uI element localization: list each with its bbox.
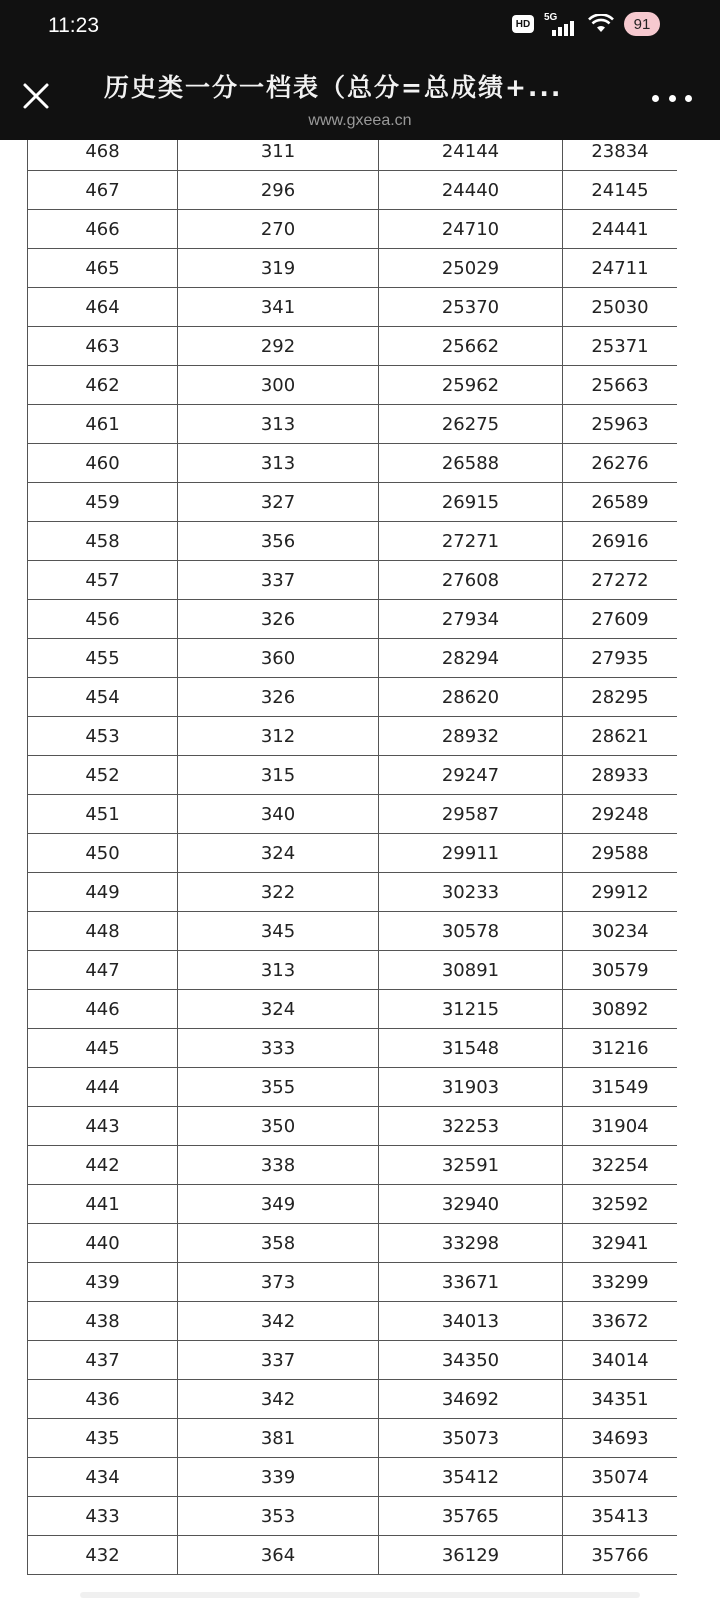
table-row (28, 912, 678, 951)
table-cell: 313 (178, 405, 379, 444)
table-cell: 29588 (563, 834, 678, 873)
table-cell: 458 (28, 522, 178, 561)
table-cell: 313 (178, 951, 379, 990)
table-cell: 32254 (563, 1146, 678, 1185)
table-cell: 27608 (379, 561, 563, 600)
table-row (28, 1029, 678, 1068)
table-row (28, 873, 678, 912)
table-cell: 315 (178, 756, 379, 795)
table-row (28, 1458, 678, 1497)
table-cell: 464 (28, 288, 178, 327)
table-cell: 31548 (379, 1029, 563, 1068)
signal-icon (544, 12, 578, 36)
table-cell: 444 (28, 1068, 178, 1107)
table-cell: 30891 (379, 951, 563, 990)
table-cell: 31903 (379, 1068, 563, 1107)
table-cell: 30892 (563, 990, 678, 1029)
table-cell: 462 (28, 366, 178, 405)
table-cell: 432 (28, 1536, 178, 1575)
table-cell: 30233 (379, 873, 563, 912)
table-cell: 26916 (563, 522, 678, 561)
table-cell: 28932 (379, 717, 563, 756)
table-cell: 24145 (563, 171, 678, 210)
table-cell: 355 (178, 1068, 379, 1107)
table-cell: 25663 (563, 366, 678, 405)
table-cell: 324 (178, 990, 379, 1029)
table-cell: 24441 (563, 210, 678, 249)
table-cell: 31215 (379, 990, 563, 1029)
table-cell: 437 (28, 1341, 178, 1380)
table-cell: 27935 (563, 639, 678, 678)
table-cell: 25662 (379, 327, 563, 366)
close-icon (18, 78, 54, 114)
table-cell: 446 (28, 990, 178, 1029)
table-cell: 30579 (563, 951, 678, 990)
table-cell: 33672 (563, 1302, 678, 1341)
table-row (28, 639, 678, 678)
table-cell: 360 (178, 639, 379, 678)
more-dots-icon (652, 95, 659, 102)
table-cell: 467 (28, 171, 178, 210)
status-bar (0, 0, 720, 56)
table-cell: 358 (178, 1224, 379, 1263)
table-row (28, 678, 678, 717)
table-row (28, 1302, 678, 1341)
table-row (28, 1263, 678, 1302)
status-icons (512, 12, 660, 36)
table-cell: 33298 (379, 1224, 563, 1263)
title-bar (0, 56, 720, 140)
table-cell: 326 (178, 678, 379, 717)
table-cell: 34350 (379, 1341, 563, 1380)
table-cell: 24440 (379, 171, 563, 210)
table-row (28, 600, 678, 639)
table-cell: 381 (178, 1419, 379, 1458)
table-cell: 353 (178, 1497, 379, 1536)
wifi-icon (588, 14, 614, 34)
table-cell: 25029 (379, 249, 563, 288)
table-cell: 339 (178, 1458, 379, 1497)
table-cell: 28620 (379, 678, 563, 717)
table-row (28, 210, 678, 249)
table-row (28, 171, 678, 210)
table-row (28, 834, 678, 873)
table-cell: 28295 (563, 678, 678, 717)
table-cell: 32940 (379, 1185, 563, 1224)
table-cell: 461 (28, 405, 178, 444)
table-cell: 26588 (379, 444, 563, 483)
table-cell: 440 (28, 1224, 178, 1263)
table-cell: 337 (178, 1341, 379, 1380)
table-cell: 35766 (563, 1536, 678, 1575)
table-row (28, 444, 678, 483)
table-cell: 459 (28, 483, 178, 522)
table-cell: 292 (178, 327, 379, 366)
table-cell: 443 (28, 1107, 178, 1146)
table-cell: 35074 (563, 1458, 678, 1497)
table-cell: 457 (28, 561, 178, 600)
table-cell: 453 (28, 717, 178, 756)
table-cell: 341 (178, 288, 379, 327)
table-cell: 466 (28, 210, 178, 249)
table-row (28, 1341, 678, 1380)
table-cell: 349 (178, 1185, 379, 1224)
table-cell: 33671 (379, 1263, 563, 1302)
table-cell: 26276 (563, 444, 678, 483)
table-cell: 35413 (563, 1497, 678, 1536)
table-cell: 345 (178, 912, 379, 951)
table-cell: 433 (28, 1497, 178, 1536)
table-row (28, 1224, 678, 1263)
table-cell: 333 (178, 1029, 379, 1068)
table-cell: 29247 (379, 756, 563, 795)
table-row (28, 522, 678, 561)
table-cell: 31904 (563, 1107, 678, 1146)
table-row (28, 483, 678, 522)
table-row (28, 1068, 678, 1107)
status-time: 11:23 (48, 14, 99, 37)
table-row (28, 1185, 678, 1224)
table-cell: 319 (178, 249, 379, 288)
table-cell: 435 (28, 1419, 178, 1458)
score-table-container[interactable] (27, 140, 677, 1600)
home-indicator[interactable] (80, 1592, 640, 1598)
table-cell: 322 (178, 873, 379, 912)
table-cell: 324 (178, 834, 379, 873)
table-cell: 445 (28, 1029, 178, 1068)
table-row (28, 1146, 678, 1185)
table-cell: 27272 (563, 561, 678, 600)
table-row (28, 1497, 678, 1536)
table-cell: 31549 (563, 1068, 678, 1107)
battery-indicator: 91 (624, 12, 660, 36)
table-cell: 326 (178, 600, 379, 639)
table-cell: 342 (178, 1380, 379, 1419)
table-cell: 32592 (563, 1185, 678, 1224)
table-cell: 448 (28, 912, 178, 951)
table-cell: 356 (178, 522, 379, 561)
table-cell: 29911 (379, 834, 563, 873)
table-row (28, 249, 678, 288)
table-row (28, 717, 678, 756)
table-cell: 441 (28, 1185, 178, 1224)
table-cell: 340 (178, 795, 379, 834)
table-cell: 350 (178, 1107, 379, 1146)
table-cell: 31216 (563, 1029, 678, 1068)
table-cell: 312 (178, 717, 379, 756)
table-cell: 338 (178, 1146, 379, 1185)
table-cell: 29912 (563, 873, 678, 912)
table-cell: 24144 (379, 140, 563, 171)
table-cell: 30234 (563, 912, 678, 951)
table-cell: 25370 (379, 288, 563, 327)
table-cell: 313 (178, 444, 379, 483)
table-cell: 26589 (563, 483, 678, 522)
table-cell: 25030 (563, 288, 678, 327)
table-cell: 34013 (379, 1302, 563, 1341)
table-cell: 456 (28, 600, 178, 639)
table-row (28, 366, 678, 405)
table-cell: 32253 (379, 1107, 563, 1146)
score-table (27, 140, 677, 1575)
table-cell: 296 (178, 171, 379, 210)
network-type-label: 5G (544, 12, 558, 23)
table-cell: 327 (178, 483, 379, 522)
table-cell: 463 (28, 327, 178, 366)
table-row (28, 795, 678, 834)
table-row (28, 561, 678, 600)
table-cell: 434 (28, 1458, 178, 1497)
table-cell: 36129 (379, 1536, 563, 1575)
table-cell: 24710 (379, 210, 563, 249)
table-row (28, 990, 678, 1029)
table-cell: 452 (28, 756, 178, 795)
table-cell: 33299 (563, 1263, 678, 1302)
table-cell: 23834 (563, 140, 678, 171)
hd-icon: HD (512, 15, 534, 33)
table-cell: 34014 (563, 1341, 678, 1380)
table-row (28, 288, 678, 327)
table-cell: 29248 (563, 795, 678, 834)
table-cell: 438 (28, 1302, 178, 1341)
table-cell: 35412 (379, 1458, 563, 1497)
table-row (28, 327, 678, 366)
table-cell: 451 (28, 795, 178, 834)
table-row (28, 140, 678, 171)
table-cell: 449 (28, 873, 178, 912)
table-cell: 30578 (379, 912, 563, 951)
table-cell: 32941 (563, 1224, 678, 1263)
table-cell: 439 (28, 1263, 178, 1302)
table-cell: 32591 (379, 1146, 563, 1185)
table-cell: 442 (28, 1146, 178, 1185)
table-row (28, 405, 678, 444)
table-cell: 25371 (563, 327, 678, 366)
table-cell: 342 (178, 1302, 379, 1341)
table-cell: 468 (28, 140, 178, 171)
table-cell: 26275 (379, 405, 563, 444)
table-cell: 311 (178, 140, 379, 171)
table-row (28, 1419, 678, 1458)
table-cell: 24711 (563, 249, 678, 288)
more-button[interactable] (652, 88, 692, 108)
page-title: 历史类一分一档表（总分=总成绩+... (104, 73, 563, 102)
table-cell: 34692 (379, 1380, 563, 1419)
table-cell: 450 (28, 834, 178, 873)
table-cell: 465 (28, 249, 178, 288)
table-cell: 25963 (563, 405, 678, 444)
table-cell: 35765 (379, 1497, 563, 1536)
table-cell: 29587 (379, 795, 563, 834)
table-cell: 25962 (379, 366, 563, 405)
table-row (28, 1107, 678, 1146)
table-cell: 28933 (563, 756, 678, 795)
page-url: www.gxeea.cn (308, 112, 412, 129)
table-row (28, 1536, 678, 1575)
table-cell: 27934 (379, 600, 563, 639)
close-button[interactable] (18, 78, 54, 114)
table-row (28, 756, 678, 795)
table-cell: 34693 (563, 1419, 678, 1458)
table-row (28, 1380, 678, 1419)
table-cell: 27271 (379, 522, 563, 561)
table-cell: 34351 (563, 1380, 678, 1419)
table-cell: 300 (178, 366, 379, 405)
table-row (28, 951, 678, 990)
table-cell: 337 (178, 561, 379, 600)
table-cell: 27609 (563, 600, 678, 639)
table-cell: 28621 (563, 717, 678, 756)
table-cell: 373 (178, 1263, 379, 1302)
table-cell: 454 (28, 678, 178, 717)
table-cell: 460 (28, 444, 178, 483)
table-cell: 28294 (379, 639, 563, 678)
table-cell: 270 (178, 210, 379, 249)
table-cell: 455 (28, 639, 178, 678)
table-cell: 364 (178, 1536, 379, 1575)
table-cell: 35073 (379, 1419, 563, 1458)
table-cell: 436 (28, 1380, 178, 1419)
table-cell: 447 (28, 951, 178, 990)
table-cell: 26915 (379, 483, 563, 522)
